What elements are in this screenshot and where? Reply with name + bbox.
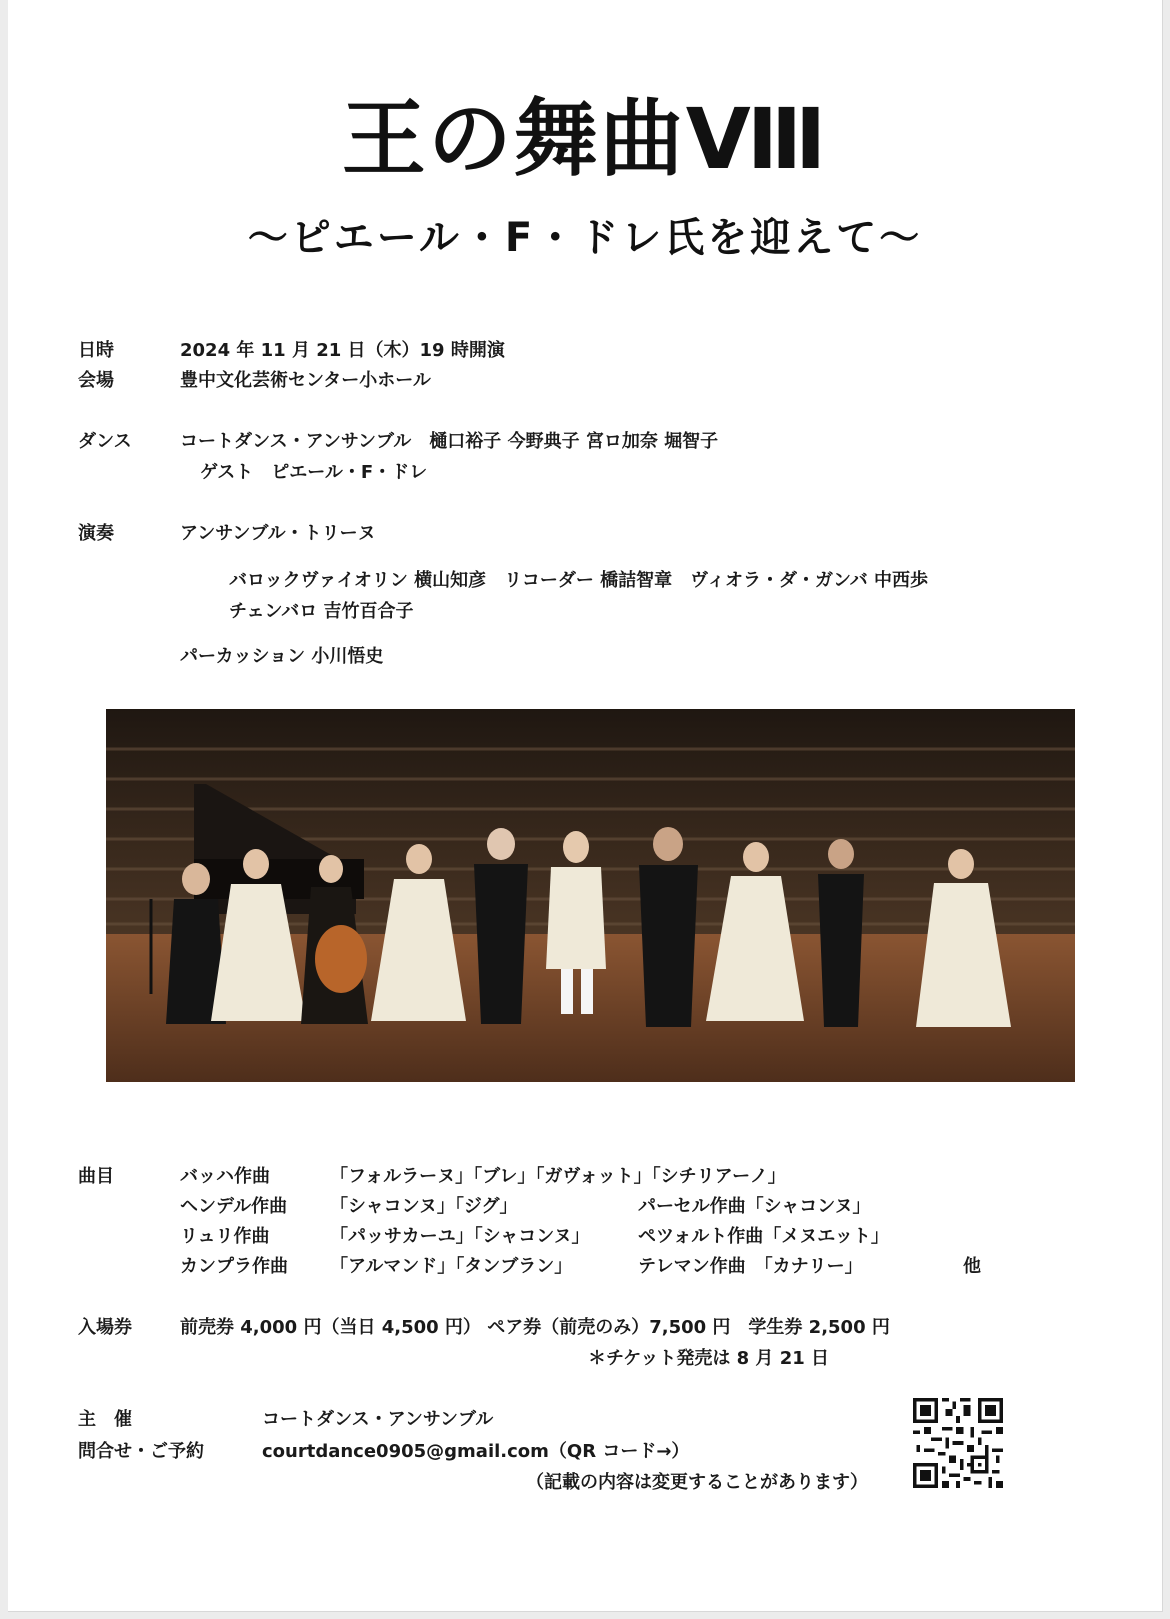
- program-composer: ヘンデル作曲: [180, 1196, 288, 1217]
- stage-photo: [106, 709, 1075, 1082]
- organizer-value: コートダンス・アンサンブル: [262, 1409, 494, 1430]
- program-extra: パーセル作曲「シャコンヌ」: [638, 1196, 871, 1217]
- venue-value: 豊中文化芸術センター小ホール: [180, 370, 431, 391]
- organizer-label: 主 催: [78, 1409, 132, 1430]
- event-title: 王の舞曲Ⅷ: [341, 90, 829, 188]
- change-notice: （記載の内容は変更することがあります）: [526, 1472, 868, 1493]
- program-pieces: 「パッサカーユ」「シャコンヌ」: [330, 1226, 590, 1247]
- dance-guest: ゲスト ピエール・F・ドレ: [200, 462, 428, 483]
- program-pieces: 「フォルラーヌ」「ブレ」「ガヴォット」「シチリアーノ」: [330, 1166, 786, 1187]
- program-label: 曲目: [78, 1166, 114, 1187]
- performance-label: 演奏: [78, 523, 114, 544]
- date-value: 2024 年 11 月 21 日（木）19 時開演: [180, 340, 505, 361]
- contact-email[interactable]: courtdance0905@gmail.com（QR コード→）: [262, 1441, 690, 1462]
- flyer-page: [8, 0, 1163, 1612]
- program-composer: カンプラ作曲: [180, 1256, 288, 1277]
- program-pieces: 「アルマンド」「タンブラン」: [330, 1256, 573, 1277]
- program-extra: ペツォルト作曲「メヌエット」: [638, 1226, 889, 1247]
- performer-line-3: パーカッション 小川悟史: [180, 646, 384, 667]
- tickets-label: 入場券: [78, 1317, 132, 1338]
- program-composer: リュリ作曲: [180, 1226, 270, 1247]
- program-composer: バッハ作曲: [180, 1166, 270, 1187]
- program-extra: テレマン作曲 「カナリー」: [638, 1256, 863, 1277]
- date-label: 日時: [78, 340, 114, 361]
- program-pieces: 「シャコンヌ」「ジグ」: [330, 1196, 518, 1217]
- dance-label: ダンス: [78, 431, 132, 452]
- qr-code-icon: [913, 1398, 1003, 1488]
- qr-code[interactable]: [913, 1398, 1003, 1488]
- tickets-value: 前売券 4,000 円（当日 4,500 円） ペア券（前売のみ）7,500 円 学生券 2,500 円: [180, 1317, 890, 1338]
- performer-line-1: バロックヴァイオリン 横山知彦 リコーダー 橋詰智章 ヴィオラ・ダ・ガンバ 中西歩: [229, 570, 929, 591]
- dance-line-1: コートダンス・アンサンブル 樋口裕子 今野典子 宮ロ加奈 堀智子: [180, 431, 719, 452]
- stage-photo-illustration: [106, 709, 1075, 1082]
- performer-line-2: チェンバロ 吉竹百合子: [229, 601, 414, 622]
- ensemble-name: アンサンブル・トリーヌ: [180, 523, 376, 544]
- event-subtitle: 〜ピエール・F・ドレ氏を迎えて〜: [247, 215, 923, 261]
- contact-label: 問合せ・ご予約: [78, 1441, 204, 1462]
- program-etc: 他: [963, 1256, 981, 1277]
- venue-label: 会場: [78, 370, 114, 391]
- tickets-note: ＊チケット発売は 8 月 21 日: [588, 1348, 830, 1369]
